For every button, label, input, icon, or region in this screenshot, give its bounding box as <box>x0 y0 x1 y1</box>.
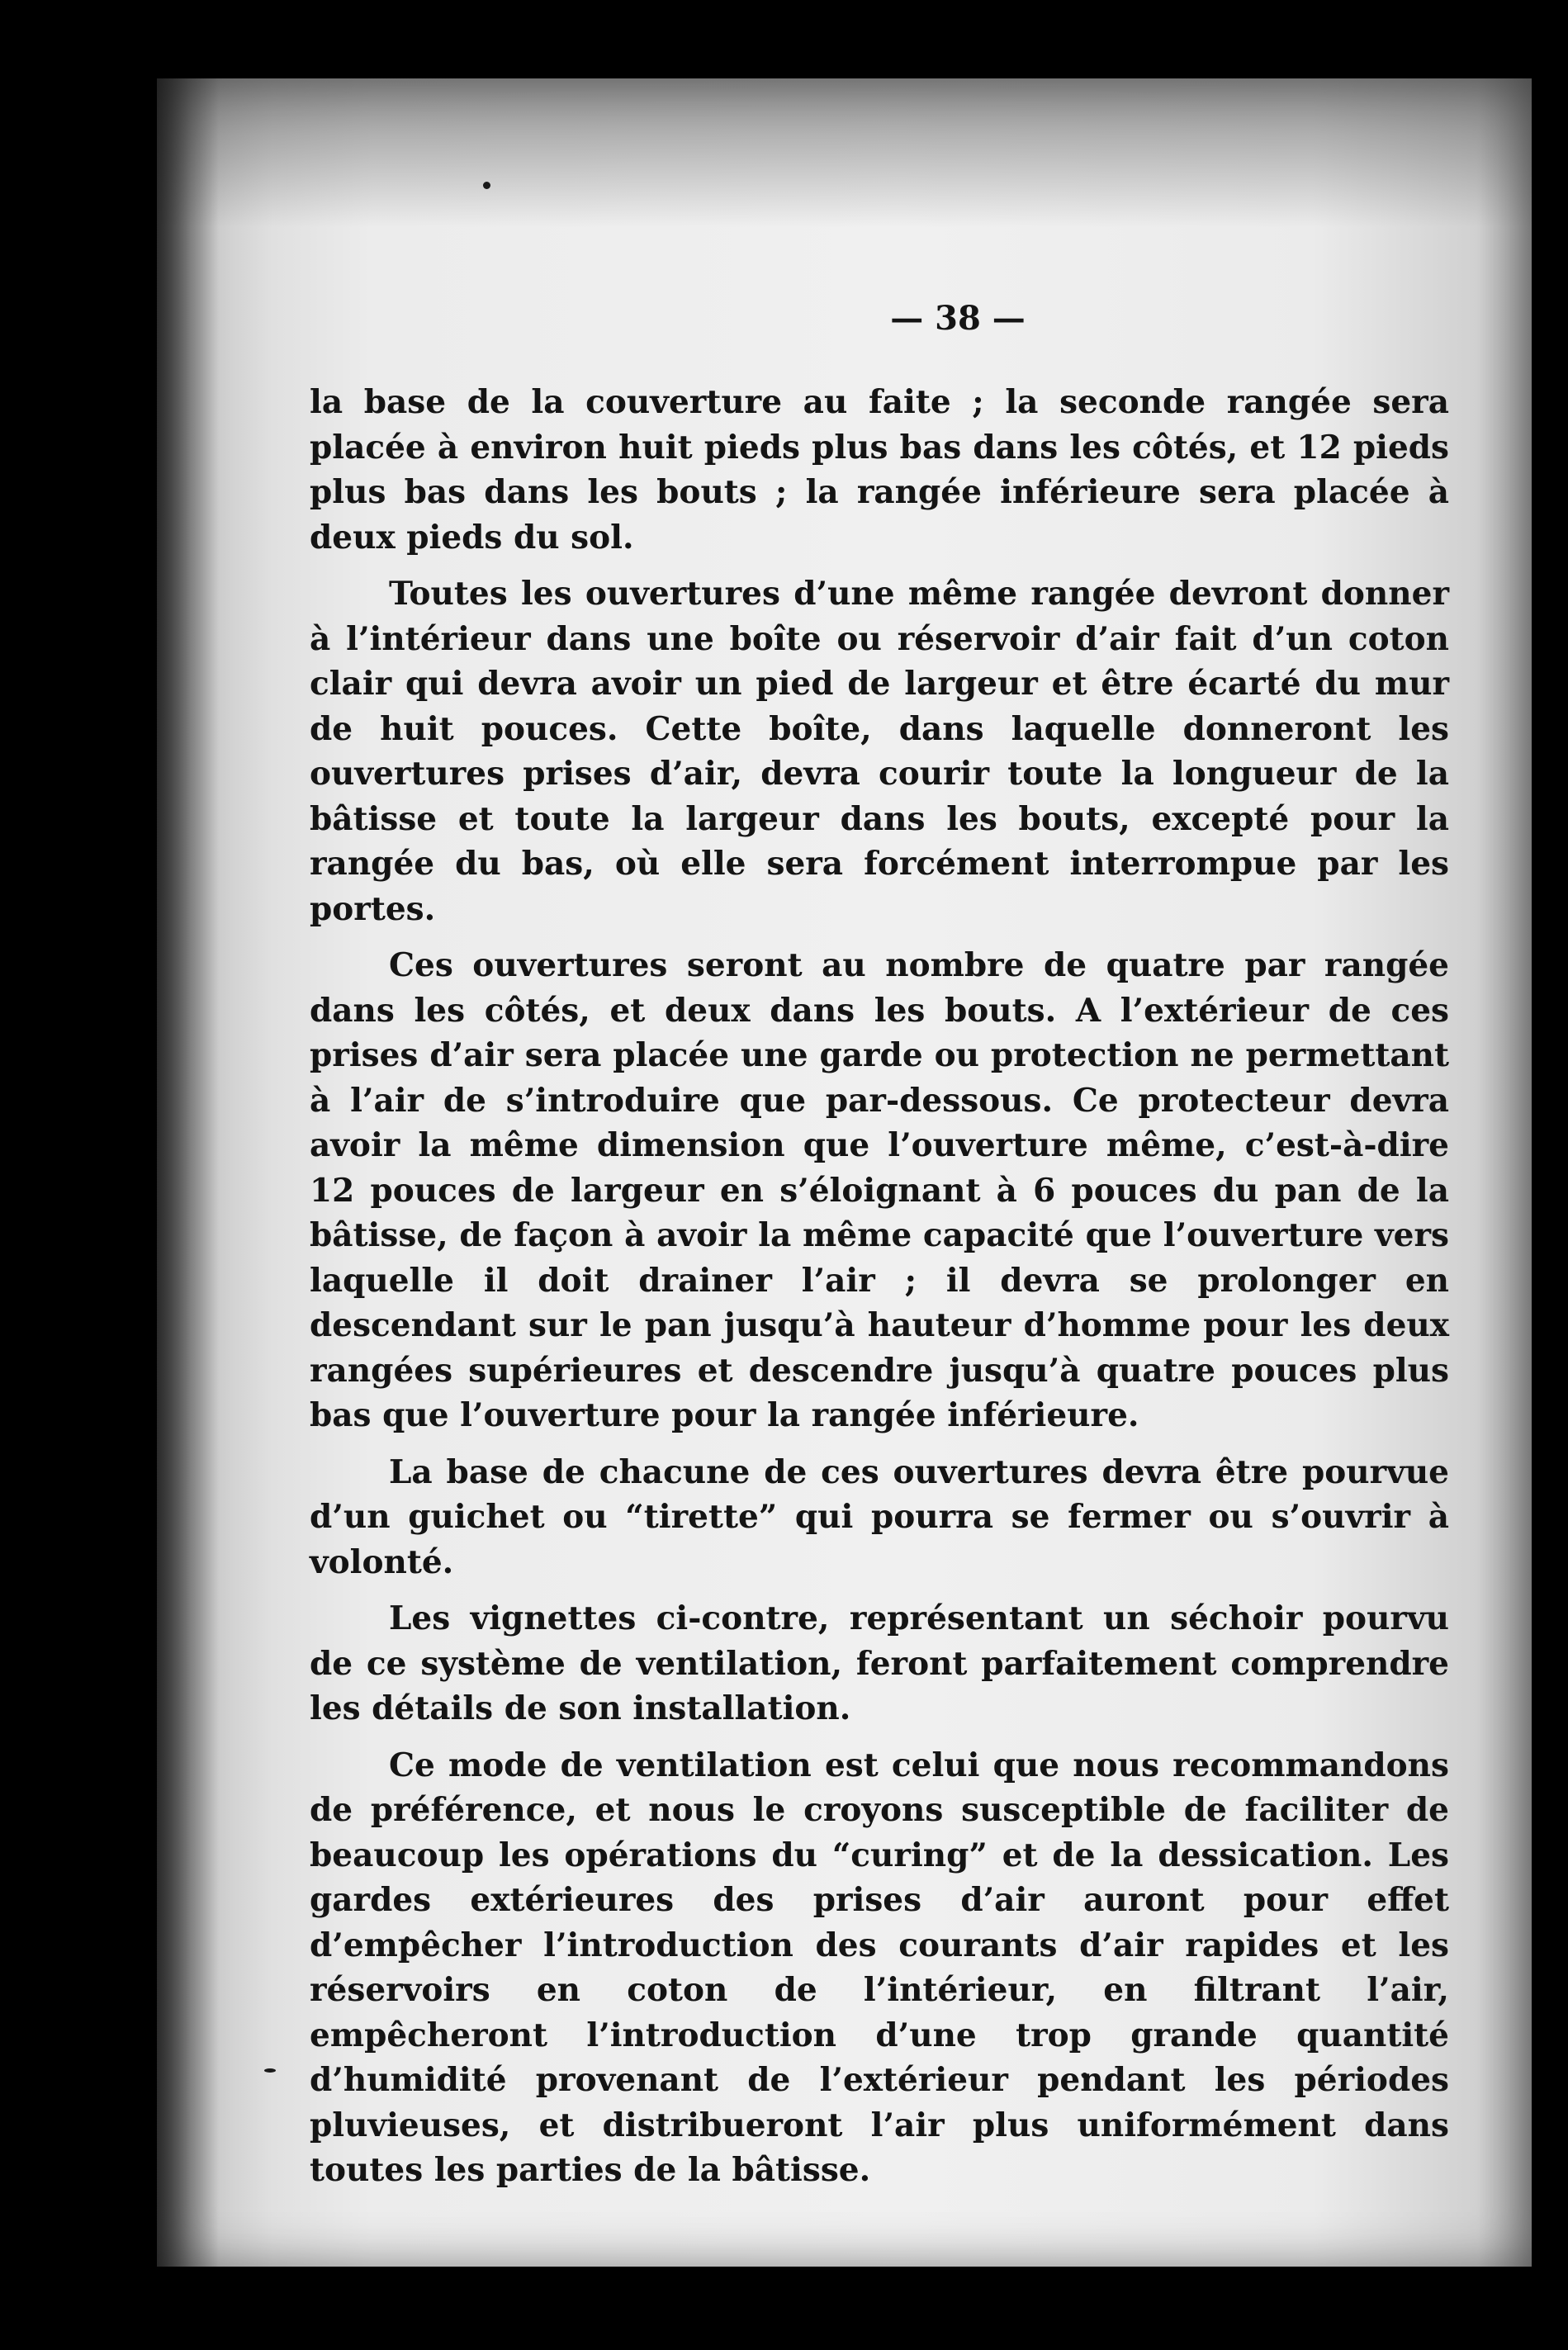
paragraph: la base de la couverture au faite ; la seconde rangée sera placée à environ huit pieds plus bas dans les côtés, et 12 pieds plus bas dans les bouts ; la rangée inférieure sera placée à deux pieds du sol. <box>310 383 1449 557</box>
paragraph: Ces ouvertures seront au nombre de quatre par rangée dans les côtés, et deux dans les bouts. A l’extérieur de ces prises d’air sera placée une garde ou protection ne permettant à l’air de s’introduire que par-dessous. Ce protecteur devra avoir la même dimension que l’ouverture même, c’est-à-dire 12 pouces de largeur en s’éloignant à 6 pouces du pan de la bâtisse, de façon à avoir la même capacité que l’ouverture vers laquelle il doit drainer l’air ; il devra se prolonger en descendant sur le pan jusqu’à hauteur d’homme pour les deux rangées supérieures et descendre jusqu’à quatre pouces plus bas que l’ouverture pour la rangée inférieure. <box>310 946 1449 1434</box>
body-text <box>310 380 1449 2205</box>
dust-speck <box>483 182 490 189</box>
dust-speck <box>264 2068 276 2073</box>
paragraph: Ce mode de ventilation est celui que nous recommandons de préférence, et nous le croyons susceptible de faciliter de beaucoup les opérations du “curing” et de la dessication. Les gardes extérieures des prises d’air auront pour effet d’empêcher l’introduction des courants d’air rapides et les réservoirs en coton de l’intérieur, en filtrant l’air, empêcheront l’introduction d’une trop grande quantité d’humidité provenant de l’extérieur pendant les périodes pluvieuses, et distribueront l’air plus uniformément dans toutes les parties de la bâtisse. <box>310 1746 1449 2189</box>
paragraph: Toutes les ouvertures d’une même rangée devront donner à l’intérieur dans une boîte ou réservoir d’air fait d’un coton clair qui devra avoir un pied de largeur et être écarté du mur de huit pouces. Cette boîte, dans laquelle donneront les ouvertures prises d’air, devra courir toute la longueur de la bâtisse et toute la largeur dans les bouts, excepté pour la rangée du bas, où elle sera forcément interrompue par les portes. <box>310 575 1449 928</box>
paragraph: La base de chacune de ces ouvertures devra être pourvue d’un guichet ou “tirette” qui pourra se fermer ou s’ouvrir à volonté. <box>310 1452 1449 1581</box>
page-binding-shadow <box>157 78 219 2267</box>
page-top-shadow <box>157 78 1532 227</box>
page-number: — 38 — <box>890 299 1026 338</box>
paragraph: Les vignettes ci-contre, représentant un séchoir pourvu de ce système de ventilation, feront parfaitement comprendre les détails de son installation. <box>310 1599 1449 1727</box>
